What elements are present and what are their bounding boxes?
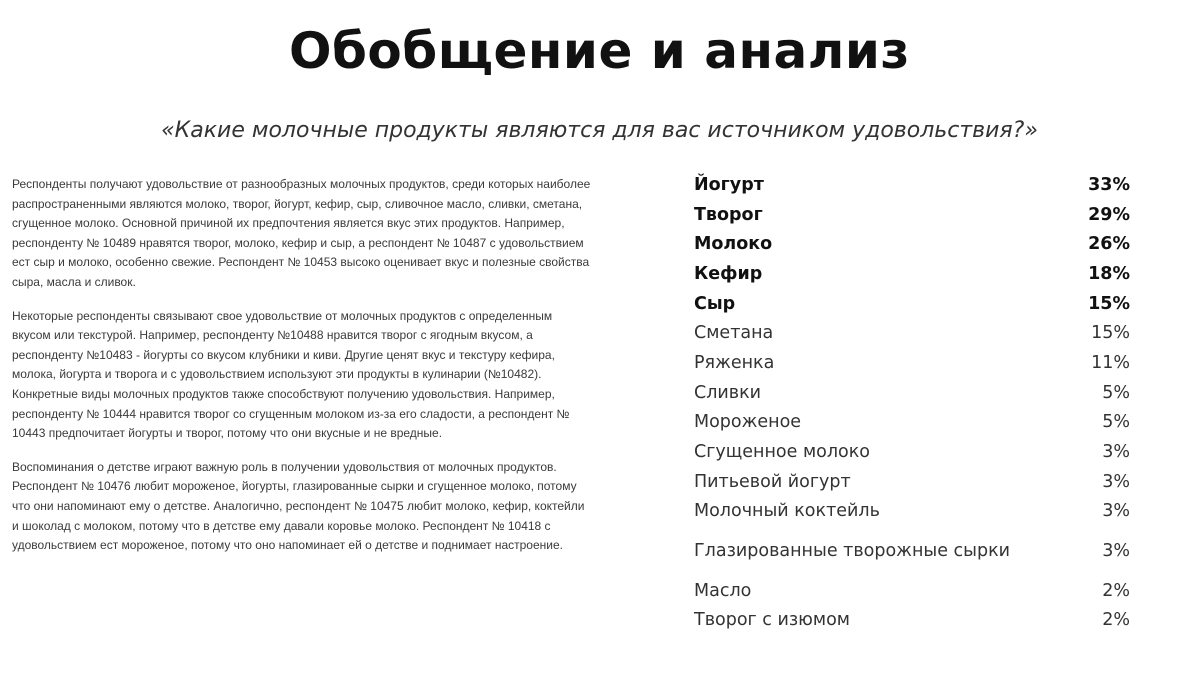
product-percent: 11% bbox=[1091, 352, 1130, 373]
list-item bbox=[694, 606, 1130, 636]
product-percent: 3% bbox=[1102, 541, 1130, 562]
product-name: Мороженое bbox=[694, 412, 802, 433]
product-percent: 29% bbox=[1088, 204, 1130, 225]
list-item bbox=[694, 318, 1130, 348]
product-name: Ряженка bbox=[694, 352, 775, 373]
product-name: Молочный коктейль bbox=[694, 501, 880, 522]
paragraph-taste: Респонденты получают удовольствие от разнообразных молочных продуктов, среди которых наиболее распространенными являются молоко, творог, йогурт, кефир, сыр, сливочное масло, сливки, сметана, сгущенное молоко. Основной причиной их предпочтения является вкус этих продуктов. Например, респонденту № 10489 нравятся творог, молоко, кефир и сыр, а респондент № 10487 с удовольствием ест сыр и молоко, особенно свежие. Респондент № 10453 высоко оценивает вкус и полезные свойства сыра, масла и сливок. bbox=[12, 177, 591, 289]
product-percent: 5% bbox=[1102, 412, 1130, 433]
product-percent: 3% bbox=[1102, 471, 1130, 492]
paragraph-childhood: Воспоминания о детстве играют важную роль в получении удовольствия от молочных продуктов. Респондент № 10476 любит мороженое, йогурты, глазированные сырки и сгущенное молоко, потому что они напоминают ему о детстве. Аналогично, респондент № 10475 любит молоко, кефир, коктейли и шоколад с молоком, потому что в детстве ему давали коровье молоко. Респондент № 10418 с удовольствием ест мороженое, потому что оно напоминает ей о детстве и поднимает настроение. bbox=[12, 459, 585, 553]
product-name: Йогурт bbox=[694, 174, 764, 195]
list-item bbox=[694, 576, 1130, 606]
product-name: Кефир bbox=[694, 263, 763, 284]
list-item bbox=[694, 170, 1130, 200]
list-item bbox=[694, 378, 1130, 408]
product-percent-list bbox=[694, 170, 1130, 635]
paragraph-texture: Некоторые респонденты связывают свое удовольствие от молочных продуктов с определенным вкусом или текстурой. Например, респонденту №10488 нравится творог с ягодным вкусом, а респонденту №10483 - йогурты со вкусом клубники и киви. Другие ценят вкус и текстуру кефира, молока, йогурта и творога и с удовольствием используют эти продукты в кулинарии (№10482). Конкретные виды молочных продуктов также способствуют получению удовольствия. Например, респонденту № 10444 нравится творог со сгущенным молоком из-за его сладости, а респондент № 10443 предпочитает йогурты и творог, потому что они вкусные и не вредные. bbox=[12, 308, 570, 441]
list-item bbox=[694, 229, 1130, 259]
product-name: Питьевой йогурт bbox=[694, 471, 851, 492]
analysis-text bbox=[12, 175, 592, 570]
list-item bbox=[694, 437, 1130, 467]
product-name: Глазированные творожные сырки bbox=[694, 541, 1011, 562]
product-name: Молоко bbox=[694, 234, 773, 255]
product-name: Творог bbox=[694, 204, 763, 225]
product-percent: 2% bbox=[1102, 580, 1130, 601]
product-percent: 26% bbox=[1088, 234, 1130, 255]
product-percent: 3% bbox=[1102, 501, 1130, 522]
product-percent: 3% bbox=[1102, 442, 1130, 463]
product-percent: 15% bbox=[1088, 293, 1130, 314]
list-item bbox=[694, 408, 1130, 438]
product-percent: 18% bbox=[1088, 263, 1130, 284]
product-name: Сливки bbox=[694, 382, 762, 403]
list-item bbox=[694, 497, 1130, 527]
product-percent: 2% bbox=[1102, 610, 1130, 631]
list-item bbox=[694, 200, 1130, 230]
product-percent: 15% bbox=[1091, 323, 1130, 344]
list-item bbox=[694, 259, 1130, 289]
list-item bbox=[694, 289, 1130, 319]
product-name: Сгущенное молоко bbox=[694, 442, 871, 463]
product-name: Сметана bbox=[694, 323, 774, 344]
product-name: Масло bbox=[694, 580, 752, 601]
page-title: Обобщение и анализ bbox=[289, 22, 910, 80]
survey-question: «Какие молочные продукты являются для вас источником удовольствия?» bbox=[161, 118, 1038, 143]
product-percent: 33% bbox=[1088, 174, 1130, 195]
product-name: Творог с изюмом bbox=[694, 610, 850, 631]
product-percent: 5% bbox=[1102, 382, 1130, 403]
list-item bbox=[694, 536, 1130, 566]
list-item bbox=[694, 348, 1130, 378]
product-name: Сыр bbox=[694, 293, 736, 314]
list-item bbox=[694, 467, 1130, 497]
